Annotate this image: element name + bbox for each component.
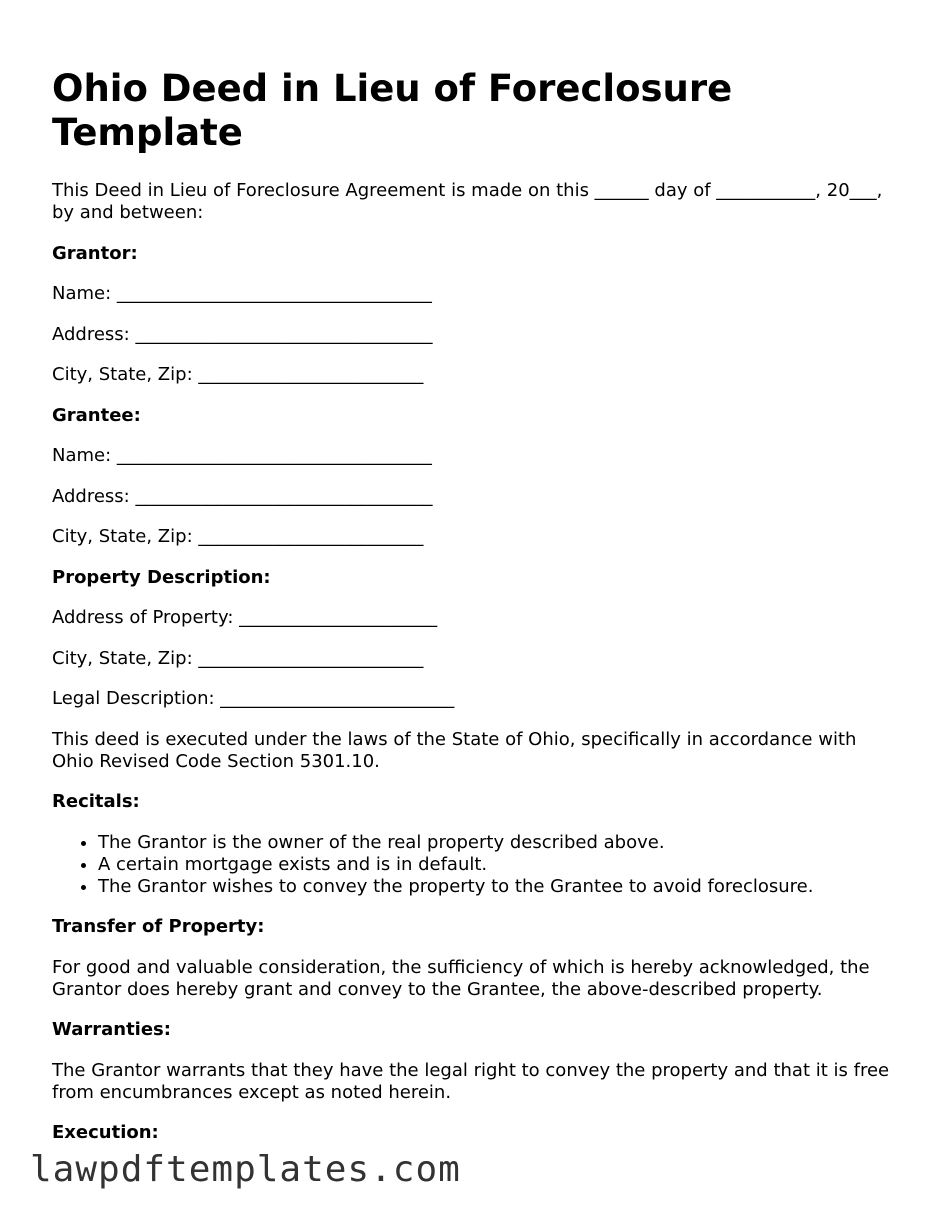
- execution-heading: Execution:: [52, 1122, 159, 1143]
- document-title: Ohio Deed in Lieu of Foreclosure Template: [52, 67, 733, 154]
- recitals-heading: Recitals:: [52, 791, 140, 812]
- recitals-list: [52, 832, 897, 898]
- watermark: lawpdftemplates.com: [30, 1149, 461, 1190]
- grantor-heading: Grantor:: [52, 242, 138, 264]
- warranties-paragraph: The Grantor warrants that they have the legal right to convey the property and that it is free from encumbrances except as noted herein.: [52, 1059, 890, 1103]
- law-statement-paragraph: This deed is executed under the laws of the State of Ohio, specifically in accordance with Ohio Revised Code Section 5301.10.: [52, 728, 857, 772]
- grantor-name-field: Name: ___________________________________: [52, 283, 432, 304]
- list-item: • The Grantor wishes to convey the property to the Grantee to avoid foreclosure.: [98, 876, 897, 898]
- property-legal-description-field: Legal Description: __________________________: [52, 688, 455, 709]
- list-item: • The Grantor is the owner of the real property described above.: [98, 832, 897, 854]
- property-city-state-zip-field: City, State, Zip: _________________________: [52, 647, 424, 669]
- grantee-address-field: Address: _________________________________: [52, 485, 433, 507]
- property-address-field: Address of Property: ______________________: [52, 607, 438, 628]
- grantee-heading: Grantee:: [52, 404, 141, 426]
- document-body: [52, 180, 897, 1163]
- property-description-heading: Property Description:: [52, 566, 271, 588]
- list-item: • A certain mortgage exists and is in default.: [98, 854, 897, 876]
- transfer-heading: Transfer of Property:: [52, 916, 265, 937]
- grantee-city-state-zip-field: City, State, Zip: _________________________: [52, 526, 424, 547]
- grantor-city-state-zip-field: City, State, Zip: _________________________: [52, 364, 424, 385]
- transfer-paragraph: For good and valuable consideration, the sufficiency of which is hereby acknowledged, the Grantor does hereby grant and convey to the Grantee, the above-described property.: [52, 956, 870, 1000]
- grantor-address-field: Address: _________________________________: [52, 323, 433, 345]
- grantee-name-field: Name: ___________________________________: [52, 445, 432, 466]
- intro-paragraph: This Deed in Lieu of Foreclosure Agreement is made on this ______ day of ___________, 20___, by and between:: [52, 180, 883, 223]
- warranties-heading: Warranties:: [52, 1019, 171, 1040]
